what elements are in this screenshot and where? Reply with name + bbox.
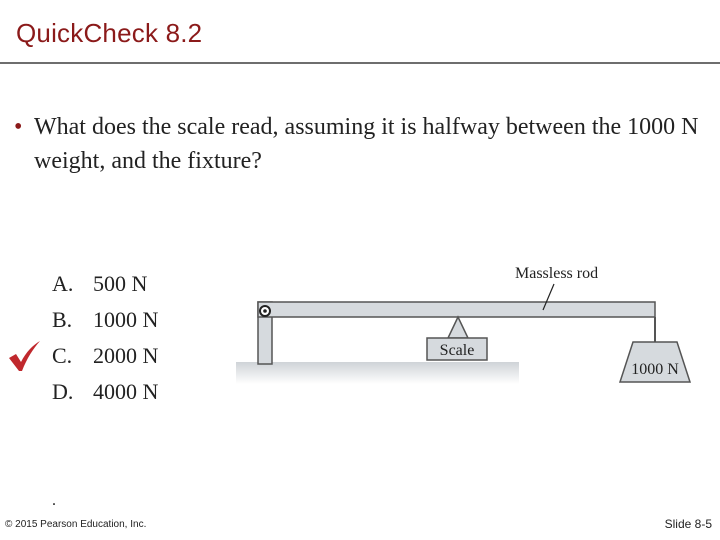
massless-rod <box>258 302 655 317</box>
choice-d[interactable] <box>52 374 158 410</box>
answer-choices <box>52 266 158 410</box>
lever-figure <box>236 260 696 395</box>
scale-pointer <box>448 317 468 338</box>
ground-surface <box>236 362 519 384</box>
choice-letter: A. <box>52 271 74 296</box>
choice-a[interactable] <box>52 266 158 302</box>
question-text: What does the scale read, assuming it is halfway between the 1000 N weight, and the fixture? <box>34 114 699 174</box>
choice-letter: B. <box>52 307 73 332</box>
choice-text: 1000 N <box>93 307 159 332</box>
choice-c[interactable] <box>52 338 158 374</box>
bullet-marker: • <box>14 114 23 140</box>
choice-letter: D. <box>52 379 74 404</box>
choice-letter: C. <box>52 343 73 368</box>
lever-diagram <box>236 260 696 390</box>
choice-b[interactable] <box>52 302 158 338</box>
scale-label: Scale <box>439 342 475 359</box>
title-divider <box>0 62 720 64</box>
choice-text: 4000 N <box>93 379 159 404</box>
question-bullet <box>14 110 704 178</box>
rod-label: Massless rod <box>515 265 599 282</box>
checkmark-icon <box>6 338 42 374</box>
choice-text: 2000 N <box>93 343 159 368</box>
stray-mark: . <box>52 492 56 509</box>
slide-number: Slide 8-5 <box>664 517 712 531</box>
choice-text: 500 N <box>93 271 148 296</box>
footer-copyright: © 2015 Pearson Education, Inc. <box>5 519 147 530</box>
weight-label: 1000 N <box>631 361 679 378</box>
slide-title: QuickCheck 8.2 <box>16 18 203 48</box>
